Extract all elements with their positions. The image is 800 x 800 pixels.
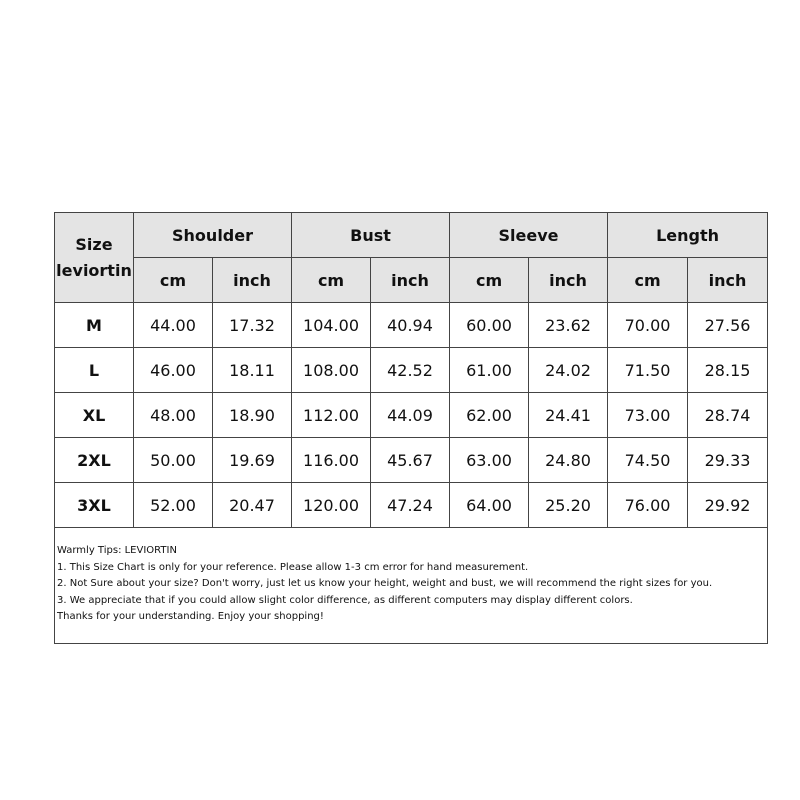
table-cell: 47.24 [371, 483, 450, 528]
table-row [55, 303, 768, 348]
table-cell: 46.00 [134, 348, 213, 393]
warm-tips-notes [54, 528, 768, 644]
size-cell: 2XL [55, 438, 134, 483]
table-row [55, 438, 768, 483]
table-cell: 44.00 [134, 303, 213, 348]
table-cell: 25.20 [529, 483, 608, 528]
table-cell: 48.00 [134, 393, 213, 438]
length-header: Length [608, 213, 768, 258]
shoulder-header: Shoulder [134, 213, 292, 258]
size-column-header: Size leviortin [55, 213, 134, 303]
table-cell: 61.00 [450, 348, 529, 393]
note-line: 1. This Size Chart is only for your reference. Please allow 1-3 cm error for hand measurement. [57, 561, 529, 573]
unit-header: cm [450, 258, 529, 303]
table-cell: 64.00 [450, 483, 529, 528]
table-cell: 23.62 [529, 303, 608, 348]
table-cell: 18.11 [213, 348, 292, 393]
table-cell: 28.74 [688, 393, 768, 438]
table-cell: 40.94 [371, 303, 450, 348]
notes-title: Warmly Tips: LEVIORTIN [57, 545, 177, 556]
table-cell: 44.09 [371, 393, 450, 438]
table-cell: 70.00 [608, 303, 688, 348]
unit-header: inch [529, 258, 608, 303]
table-cell: 76.00 [608, 483, 688, 528]
unit-header: cm [608, 258, 688, 303]
table-cell: 62.00 [450, 393, 529, 438]
size-cell: M [55, 303, 134, 348]
table-cell: 19.69 [213, 438, 292, 483]
unit-header: cm [134, 258, 213, 303]
table-cell: 18.90 [213, 393, 292, 438]
table-cell: 108.00 [292, 348, 371, 393]
table-cell: 28.15 [688, 348, 768, 393]
table-cell: 27.56 [688, 303, 768, 348]
unit-row [55, 258, 768, 303]
size-cell: 3XL [55, 483, 134, 528]
sleeve-header: Sleeve [450, 213, 608, 258]
table-cell: 29.33 [688, 438, 768, 483]
table-cell: 17.32 [213, 303, 292, 348]
notes-closing: Thanks for your understanding. Enjoy your shopping! [57, 611, 324, 622]
table-cell: 29.92 [688, 483, 768, 528]
size-table [54, 212, 768, 528]
table-cell: 104.00 [292, 303, 371, 348]
table-cell: 116.00 [292, 438, 371, 483]
table-cell: 24.41 [529, 393, 608, 438]
size-cell: XL [55, 393, 134, 438]
table-body [55, 303, 768, 528]
size-cell: L [55, 348, 134, 393]
header-row [55, 213, 768, 258]
unit-header: inch [688, 258, 768, 303]
table-cell: 24.80 [529, 438, 608, 483]
table-cell: 45.67 [371, 438, 450, 483]
table-cell: 42.52 [371, 348, 450, 393]
table-cell: 112.00 [292, 393, 371, 438]
table-cell: 74.50 [608, 438, 688, 483]
table-cell: 120.00 [292, 483, 371, 528]
table-row [55, 483, 768, 528]
table-cell: 24.02 [529, 348, 608, 393]
table-cell: 20.47 [213, 483, 292, 528]
table-row [55, 348, 768, 393]
table-cell: 52.00 [134, 483, 213, 528]
table-cell: 71.50 [608, 348, 688, 393]
size-chart [54, 212, 768, 644]
unit-header: inch [213, 258, 292, 303]
table-cell: 60.00 [450, 303, 529, 348]
table-cell: 50.00 [134, 438, 213, 483]
table-row [55, 393, 768, 438]
note-line: 3. We appreciate that if you could allow slight color difference, as different computers may display different colors. [57, 594, 633, 606]
table-cell: 63.00 [450, 438, 529, 483]
note-line: 2. Not Sure about your size? Don't worry, just let us know your height, weight and bust, we will recommend the right sizes for you. [57, 578, 713, 589]
unit-header: inch [371, 258, 450, 303]
table-cell: 73.00 [608, 393, 688, 438]
bust-header: Bust [292, 213, 450, 258]
unit-header: cm [292, 258, 371, 303]
